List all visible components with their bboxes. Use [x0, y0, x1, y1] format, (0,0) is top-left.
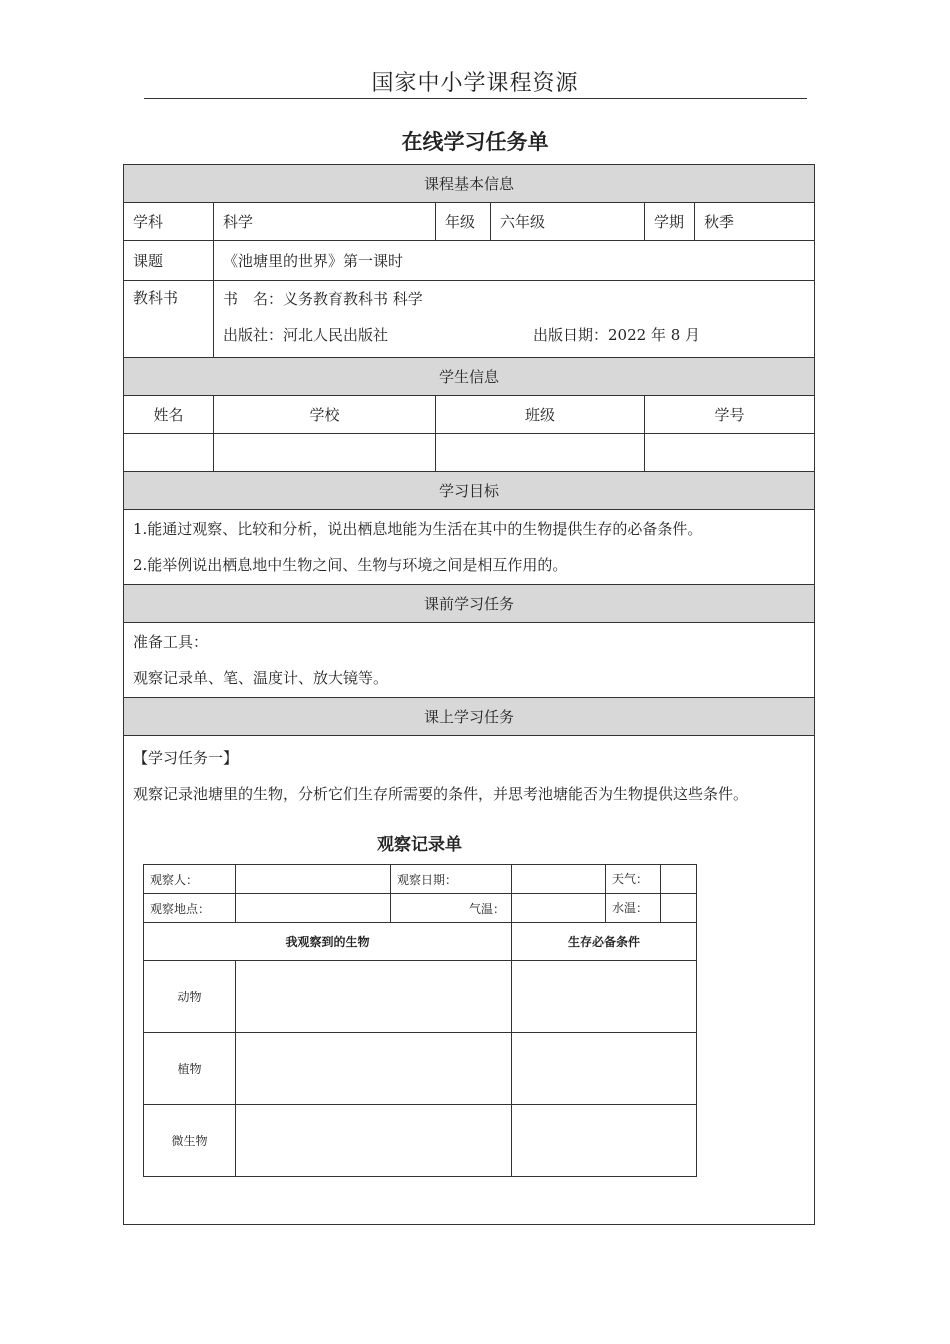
water-temp-cell: [606, 894, 697, 923]
publisher-line: [223, 317, 805, 353]
grade-label: 年级: [436, 203, 491, 241]
row-plants-label: 植物: [144, 1033, 236, 1105]
col-conditions-header: 生存必备条件: [512, 923, 697, 961]
textbook-label: 教科书: [124, 281, 214, 358]
tools-value: 观察记录单、笔、温度计、放大镜等。: [133, 669, 389, 687]
task-sheet-table: [123, 164, 815, 1225]
topic-value: 《池塘里的世界》第一课时: [214, 241, 815, 281]
air-temp-input[interactable]: [512, 894, 606, 923]
pub-date-value: 2022 年 8 月: [608, 326, 701, 344]
header-title: 国家中小学课程资源: [371, 71, 579, 96]
observer-label: 观察人：: [144, 865, 236, 894]
water-temp-input[interactable]: [661, 894, 696, 922]
tools-label: 准备工具：: [133, 633, 209, 651]
subject-label: 学科: [124, 203, 214, 241]
topic-label: 课题: [124, 241, 214, 281]
book-name-value: 义务教育教科书 科学: [283, 290, 423, 308]
animals-conditions-input[interactable]: [512, 961, 697, 1033]
textbook-details: [214, 281, 815, 358]
section-goals: 学习目标: [124, 472, 815, 510]
book-name-line: [223, 281, 805, 317]
publisher-label: 出版社：: [223, 326, 284, 344]
header-rule: [144, 98, 807, 99]
goals-content: [124, 510, 815, 585]
section-course-info: 课程基本信息: [124, 165, 815, 203]
term-label: 学期: [645, 203, 695, 241]
document-title: 在线学习任务单: [401, 130, 549, 154]
weather-cell: [606, 865, 697, 894]
pub-date-label: 出版日期：: [533, 326, 609, 344]
section-pre-class: 课前学习任务: [124, 585, 815, 623]
air-temp-label: 气温：: [391, 894, 512, 923]
microbes-organisms-input[interactable]: [236, 1105, 512, 1177]
section-in-class: 课上学习任务: [124, 698, 815, 736]
animals-organisms-input[interactable]: [236, 961, 512, 1033]
col-organisms-header: 我观察到的生物: [144, 923, 512, 961]
date-label: 观察日期：: [391, 865, 512, 894]
observation-sheet: [143, 864, 697, 1177]
goal-item: 1.能通过观察、比较和分析，说出栖息地能为生活在其中的生物提供生存的必备条件。: [133, 520, 703, 538]
row-animals-label: 动物: [144, 961, 236, 1033]
location-input[interactable]: [236, 894, 391, 923]
term-value: 秋季: [695, 203, 815, 241]
observation-sheet-title: 观察记录单: [377, 835, 462, 855]
location-label: 观察地点：: [144, 894, 236, 923]
student-school-input[interactable]: [214, 434, 436, 472]
plants-conditions-input[interactable]: [512, 1033, 697, 1105]
subject-value: 科学: [214, 203, 436, 241]
student-name-input[interactable]: [124, 434, 214, 472]
section-student-info: 学生信息: [124, 358, 815, 396]
publisher-value: 河北人民出版社: [283, 326, 389, 344]
book-name-label: 书 名：: [223, 290, 284, 308]
student-col-name: 姓名: [124, 396, 214, 434]
task-heading: 【学习任务一】: [133, 749, 239, 767]
student-col-id: 学号: [645, 396, 815, 434]
student-col-class: 班级: [436, 396, 645, 434]
pre-class-content: [124, 623, 815, 698]
row-microbes-label: 微生物: [144, 1105, 236, 1177]
grade-value: 六年级: [491, 203, 645, 241]
weather-label: 天气：: [606, 865, 661, 893]
plants-organisms-input[interactable]: [236, 1033, 512, 1105]
in-class-content: [124, 736, 815, 1225]
microbes-conditions-input[interactable]: [512, 1105, 697, 1177]
student-class-input[interactable]: [436, 434, 645, 472]
water-temp-label: 水温：: [606, 894, 661, 922]
student-id-input[interactable]: [645, 434, 815, 472]
date-input[interactable]: [512, 865, 606, 894]
task-text: 观察记录池塘里的生物，分析它们生存所需要的条件，并思考池塘能否为生物提供这些条件。: [133, 785, 749, 803]
observer-input[interactable]: [236, 865, 391, 894]
weather-input[interactable]: [661, 865, 696, 893]
student-col-school: 学校: [214, 396, 436, 434]
goal-item: 2.能举例说出栖息地中生物之间、生物与环境之间是相互作用的。: [133, 556, 568, 574]
